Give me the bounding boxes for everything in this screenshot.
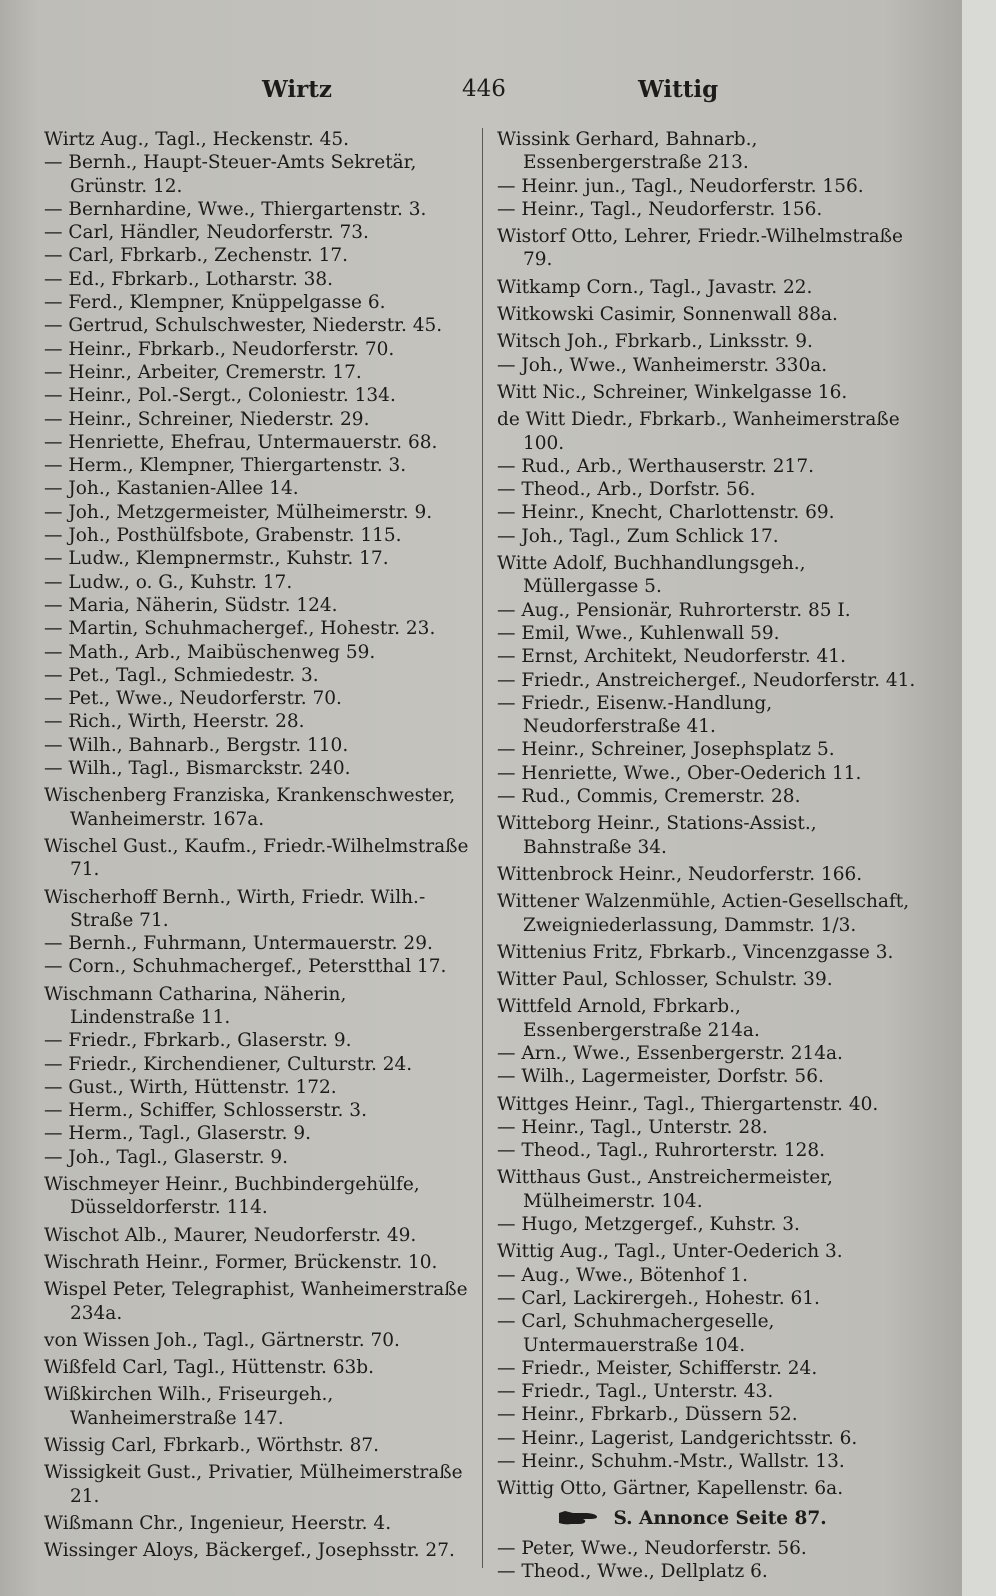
directory-entry: — Gertrud, Schulschwester, Niederstr. 45. xyxy=(44,315,443,337)
directory-entry: Wirtz Aug., Tagl., Heckenstr. 45. xyxy=(44,129,350,150)
page-header xyxy=(0,76,962,112)
right-column xyxy=(497,124,923,1584)
directory-entry: von Wissen Joh., Tagl., Gärtnerstr. 70. xyxy=(44,1329,400,1351)
directory-entry: — Theod., Arb., Dorfstr. 56. xyxy=(497,479,756,501)
directory-entry: Wittenbrock Heinr., Neudorferstr. 166. xyxy=(497,863,863,885)
directory-entry: Witthaus Gust., Anstreichermeister, Mülheimerstr. 104. xyxy=(497,1167,833,1212)
directory-entry: — Joh., Tagl., Zum Schlick 17. xyxy=(497,525,779,547)
directory-entry: — Friedr., Eisenw.-Handlung, Neudorferstraße 41. xyxy=(497,692,773,738)
directory-entry: Wissigkeit Gust., Privatier, Mülheimerstraße 21. xyxy=(44,1462,463,1507)
directory-entry: — Friedr., Kirchendiener, Culturstr. 24. xyxy=(44,1053,413,1075)
directory-entry: — Herm., Tagl., Glaserstr. 9. xyxy=(44,1123,311,1145)
directory-entry: — Maria, Näherin, Südstr. 124. xyxy=(44,594,338,616)
directory-entry: — Friedr., Anstreichergef., Neudorferstr. 41. xyxy=(497,669,916,691)
column-divider xyxy=(482,128,483,1568)
directory-entry: — Ernst, Architekt, Neudorferstr. 41. xyxy=(497,646,846,668)
directory-entry: Wittfeld Arnold, Fbrkarb., Essenbergerstraße 214a. xyxy=(497,996,760,1041)
directory-entry: Witkowski Casimir, Sonnenwall 88a. xyxy=(497,304,838,326)
directory-entry: — Arn., Wwe., Essenbergerstr. 214a. xyxy=(497,1042,843,1064)
directory-entry: — Carl, Lackirergeh., Hohestr. 61. xyxy=(497,1287,820,1309)
directory-entry: Witkamp Corn., Tagl., Javastr. 22. xyxy=(497,276,813,298)
directory-entry: Wißmann Chr., Ingenieur, Heerstr. 4. xyxy=(44,1512,392,1534)
directory-entry: — Ed., Fbrkarb., Lotharstr. 38. xyxy=(44,268,334,290)
directory-entry: — Heinr., Arbeiter, Cremerstr. 17. xyxy=(44,361,362,383)
directory-entry: — Joh., Metzgermeister, Mülheimerstr. 9. xyxy=(44,501,433,523)
directory-entry: — Bernh., Fuhrmann, Untermauerstr. 29. xyxy=(44,933,433,955)
directory-entry: — Heinr., Pol.-Sergt., Coloniestr. 134. xyxy=(44,385,396,407)
left-column xyxy=(44,124,470,1563)
directory-entry: Wissig Carl, Fbrkarb., Wörthstr. 87. xyxy=(44,1435,380,1457)
directory-entry: — Theod., Wwe., Dellplatz 6. xyxy=(497,1561,768,1583)
directory-entry: — Heinr., Lagerist, Landgerichtsstr. 6. xyxy=(497,1427,858,1449)
directory-entry: — Henriette, Wwe., Ober-Oederich 11. xyxy=(497,762,862,784)
directory-entry: Witteborg Heinr., Stations-Assist., Bahnstraße 34. xyxy=(497,813,817,858)
directory-entry: — Joh., Tagl., Glaserstr. 9. xyxy=(44,1146,288,1168)
directory-entry: — Wilh., Tagl., Bismarckstr. 240. xyxy=(44,758,351,780)
directory-entry: — Heinr., Schreiner, Josephsplatz 5. xyxy=(497,739,835,761)
directory-entry: — Ferd., Klempner, Knüppelgasse 6. xyxy=(44,292,386,314)
right-column-entries xyxy=(497,128,923,1501)
directory-entry: — Wilh., Lagermeister, Dorfstr. 56. xyxy=(497,1066,824,1088)
directory-entry: — Martin, Schuhmachergef., Hohestr. 23. xyxy=(44,618,436,640)
directory-entry: — Corn., Schuhmachergef., Peterstthal 17. xyxy=(44,956,447,978)
directory-entry: — Theod., Tagl., Ruhrorterstr. 128. xyxy=(497,1140,826,1162)
directory-entry: Wischerhoff Bernh., Wirth, Friedr. Wilh.-Straße 71. xyxy=(44,886,426,931)
directory-entry: — Joh., Posthülfsbote, Grabenstr. 115. xyxy=(44,525,402,547)
directory-entry: Witte Adolf, Buchhandlungsgeh., Müllergasse 5. xyxy=(497,553,806,598)
directory-entry: Wischot Alb., Maurer, Neudorferstr. 49. xyxy=(44,1224,417,1246)
directory-entry: — Herm., Schiffer, Schlosserstr. 3. xyxy=(44,1100,367,1122)
directory-entry: Wittges Heinr., Tagl., Thiergartenstr. 40. xyxy=(497,1093,879,1115)
directory-entry: — Heinr., Knecht, Charlottenstr. 69. xyxy=(497,502,835,524)
directory-entry: — Rich., Wirth, Heerstr. 28. xyxy=(44,711,305,733)
directory-entry: Wischel Gust., Kaufm., Friedr.-Wilhelmstraße 71. xyxy=(44,835,469,881)
directory-entry: — Friedr., Fbrkarb., Glaserstr. 9. xyxy=(44,1030,352,1052)
directory-entry: — Carl, Schuhmachergeselle, Untermauerstraße 104. xyxy=(497,1311,775,1356)
directory-entry: — Friedr., Meister, Schifferstr. 24. xyxy=(497,1357,818,1379)
directory-entry: Wißfeld Carl, Tagl., Hüttenstr. 63b. xyxy=(44,1357,374,1379)
directory-entry: — Friedr., Tagl., Unterstr. 43. xyxy=(497,1381,774,1403)
directory-entry: — Heinr., Fbrkarb., Düssern 52. xyxy=(497,1404,798,1426)
directory-entry: — Aug., Wwe., Bötenhof 1. xyxy=(497,1264,749,1286)
directory-entry: — Heinr., Schuhm.-Mstr., Wallstr. 13. xyxy=(497,1451,845,1473)
directory-entry: Wistorf Otto, Lehrer, Friedr.-Wilhelmstraße 79. xyxy=(497,226,903,271)
directory-entry: — Heinr., Tagl., Unterstr. 28. xyxy=(497,1116,768,1138)
directory-entry: Wittig Aug., Tagl., Unter-Oederich 3. xyxy=(497,1241,843,1263)
directory-entry: — Heinr. jun., Tagl., Neudorferstr. 156. xyxy=(497,175,864,197)
pointing-hand-icon xyxy=(559,1509,599,1533)
directory-entry: de Witt Diedr., Fbrkarb., Wanheimerstraße 100. xyxy=(497,409,900,454)
directory-entry: — Aug., Pensionär, Ruhrorterstr. 85 I. xyxy=(497,599,851,621)
directory-entry: — Joh., Kastanien-Allee 14. xyxy=(44,478,299,500)
directory-entry: — Peter, Wwe., Neudorferstr. 56. xyxy=(497,1537,807,1559)
directory-entry: — Emil, Wwe., Kuhlenwall 59. xyxy=(497,622,780,644)
directory-entry: Witter Paul, Schlosser, Schulstr. 39. xyxy=(497,969,833,991)
annonce-note xyxy=(497,1507,923,1533)
directory-entry: Witsch Joh., Fbrkarb., Linksstr. 9. xyxy=(497,331,813,353)
directory-entry: — Wilh., Bahnarb., Bergstr. 110. xyxy=(44,734,349,756)
directory-entry: Wispel Peter, Telegraphist, Wanheimerstraße 234a. xyxy=(44,1279,468,1324)
directory-entry: — Pet., Tagl., Schmiedestr. 3. xyxy=(44,664,319,686)
directory-entry: — Hugo, Metzgergef., Kuhstr. 3. xyxy=(497,1214,800,1236)
directory-entry: — Bernhardine, Wwe., Thiergartenstr. 3. xyxy=(44,198,427,220)
directory-entry: — Bernh., Haupt-Steuer-Amts Sekretär, Grünstr. 12. xyxy=(44,152,417,197)
directory-entry: — Ludw., Klempnermstr., Kuhstr. 17. xyxy=(44,548,389,570)
directory-entry: — Heinr., Schreiner, Niederstr. 29. xyxy=(44,408,370,430)
directory-entry: — Joh., Wwe., Wanheimerstr. 330a. xyxy=(497,354,828,376)
directory-entry: Wissinger Aloys, Bäckergef., Josephsstr. 27. xyxy=(44,1540,455,1562)
page-number: 446 xyxy=(462,76,506,102)
directory-entry: Wittener Walzenmühle, Actien-Gesellschaft, Zweigniederlassung, Dammstr. 1/3. xyxy=(497,891,910,936)
directory-entry: — Rud., Arb., Werthauserstr. 217. xyxy=(497,455,814,477)
directory-entry: Wittenius Fritz, Fbrkarb., Vincenzgasse 3. xyxy=(497,941,894,963)
directory-entry: — Ludw., o. G., Kuhstr. 17. xyxy=(44,571,293,593)
directory-entry: — Herm., Klempner, Thiergartenstr. 3. xyxy=(44,455,407,477)
directory-entry: Wischmann Catharina, Näherin, Lindenstraße 11. xyxy=(44,983,347,1028)
directory-entry: — Math., Arb., Maibüschenweg 59. xyxy=(44,641,376,663)
directory-entry: Wissink Gerhard, Bahnarb., Essenbergerstraße 213. xyxy=(497,129,758,174)
directory-entry: — Rud., Commis, Cremerstr. 28. xyxy=(497,786,801,808)
directory-entry: — Gust., Wirth, Hüttenstr. 172. xyxy=(44,1076,337,1098)
directory-entry: Wischrath Heinr., Former, Brückenstr. 10. xyxy=(44,1251,438,1273)
annonce-text: S. Annonce Seite 87. xyxy=(613,1507,827,1529)
directory-entry: Wißkirchen Wilh., Friseurgeh., Wanheimerstraße 147. xyxy=(44,1384,334,1429)
header-left-word: Wirtz xyxy=(262,76,332,103)
directory-entry: Wischenberg Franziska, Krankenschwester, Wanheimerstr. 167a. xyxy=(44,785,456,830)
directory-entry: — Pet., Wwe., Neudorferstr. 70. xyxy=(44,688,342,710)
header-right-word: Wittig xyxy=(638,76,719,103)
directory-entry: Wischmeyer Heinr., Buchbindergehülfe, Düsseldorferstr. 114. xyxy=(44,1174,420,1219)
directory-entry: Witt Nic., Schreiner, Winkelgasse 16. xyxy=(497,381,848,403)
directory-entry: — Henriette, Ehefrau, Untermauerstr. 68. xyxy=(44,431,438,453)
page-edge xyxy=(962,0,996,1596)
directory-entry: — Carl, Händler, Neudorferstr. 73. xyxy=(44,222,369,244)
directory-entry: — Heinr., Tagl., Neudorferstr. 156. xyxy=(497,198,823,220)
directory-entry: — Carl, Fbrkarb., Zechenstr. 17. xyxy=(44,245,349,267)
right-column-after-entries xyxy=(497,1537,923,1584)
directory-entry: Wittig Otto, Gärtner, Kapellenstr. 6a. xyxy=(497,1478,844,1500)
directory-entry: — Heinr., Fbrkarb., Neudorferstr. 70. xyxy=(44,338,395,360)
